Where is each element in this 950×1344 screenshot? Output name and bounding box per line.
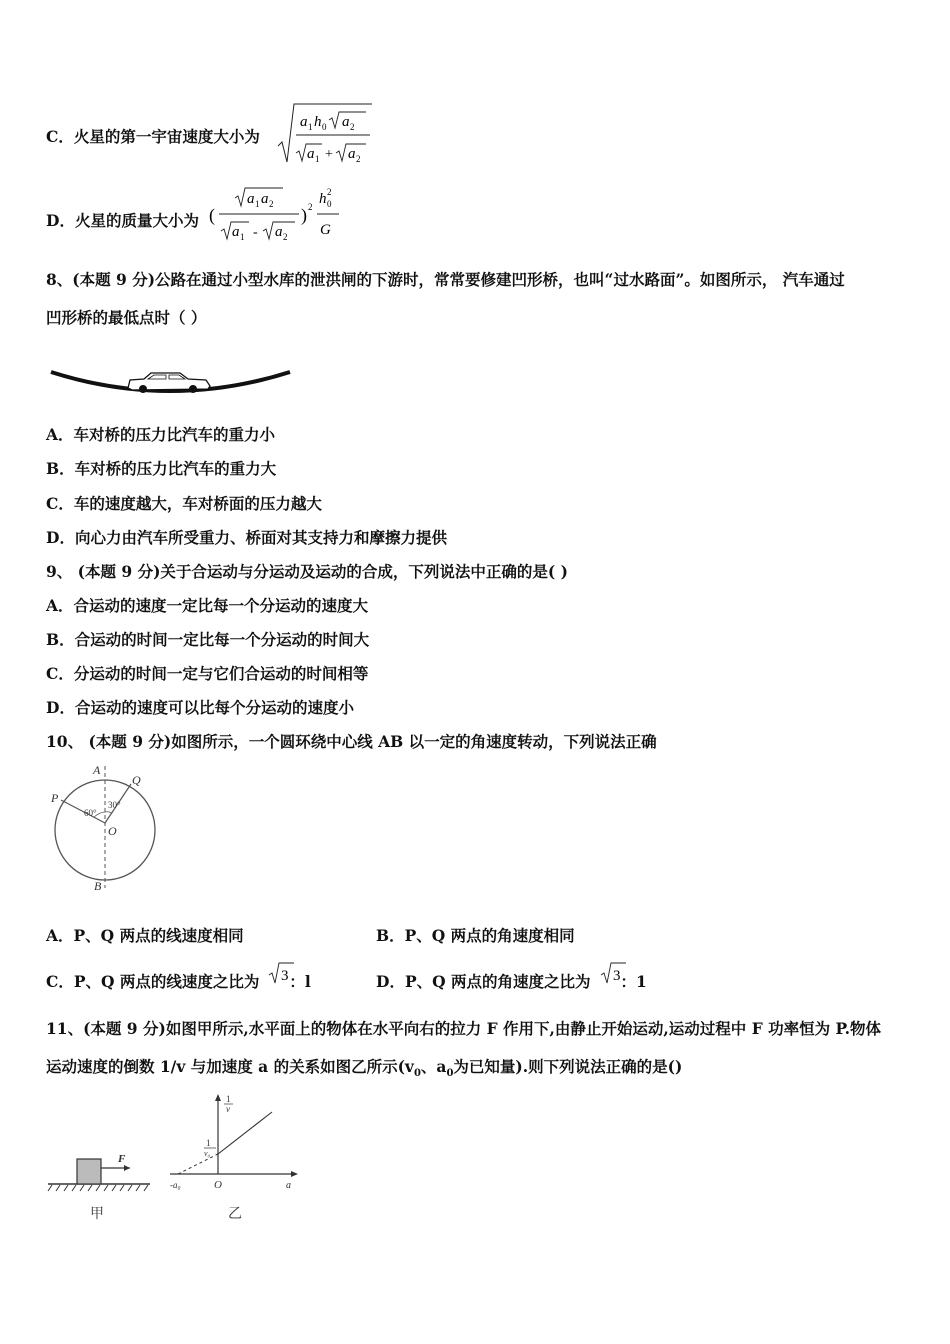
q8-option-d: D．向心力由汽车所受重力、桥面对其支持力和摩擦力提供 bbox=[46, 528, 447, 547]
q8-option-b: B．车对桥的压力比汽车的重力大 bbox=[46, 459, 277, 478]
q9-option-a: A．合运动的速度一定比每一个分运动的速度大 bbox=[46, 596, 369, 615]
svg-text:F: F bbox=[118, 1153, 126, 1165]
svg-text:1: 1 bbox=[315, 154, 320, 164]
svg-text:O: O bbox=[214, 1179, 222, 1191]
q11-stem-line1: 11、(本题 9 分)如图甲所示,水平面上的物体在水平向右的拉力 F 作用下,由静止开始运动,运动过程中 F 功率恒为 P.物体 bbox=[46, 1019, 881, 1038]
svg-text:a: a bbox=[307, 146, 315, 162]
q10-ring-diagram bbox=[42, 760, 172, 896]
svg-text:): ) bbox=[301, 205, 307, 225]
svg-text:a: a bbox=[261, 191, 269, 207]
svg-text:v₀: v₀ bbox=[204, 1149, 211, 1158]
q10-option-c-sqrt3 bbox=[268, 960, 296, 986]
svg-text:3: 3 bbox=[613, 968, 621, 984]
svg-text:1: 1 bbox=[240, 232, 245, 242]
q11-figure-yi bbox=[168, 1092, 308, 1224]
q9-option-d: D．合运动的速度可以比每个分运动的速度小 bbox=[46, 698, 354, 717]
q7-option-c-formula bbox=[276, 100, 376, 166]
svg-text:2: 2 bbox=[308, 202, 313, 212]
svg-text:+: + bbox=[325, 147, 333, 162]
svg-text:乙: 乙 bbox=[228, 1207, 242, 1222]
q9-stem: 9、 (本题 9 分)关于合运动与分运动及运动的合成，下列说法中正确的是( ) bbox=[46, 562, 568, 581]
q10-stem: 10、 (本题 9 分)如图所示，一个圆环绕中心线 AB 以一定的角速度转动，下列说法正确 bbox=[46, 732, 657, 751]
svg-text:Q: Q bbox=[132, 773, 141, 787]
svg-text:-a₀: -a₀ bbox=[170, 1180, 181, 1190]
svg-text:1: 1 bbox=[308, 122, 313, 132]
q10-option-a: A．P、Q 两点的线速度相同 bbox=[46, 926, 244, 945]
svg-text:1: 1 bbox=[255, 199, 260, 209]
svg-text:a: a bbox=[300, 114, 308, 130]
svg-text:1: 1 bbox=[206, 1138, 211, 1148]
svg-text:v: v bbox=[226, 1104, 230, 1114]
block bbox=[77, 1159, 101, 1184]
svg-text:2: 2 bbox=[283, 232, 288, 242]
svg-text:2: 2 bbox=[350, 122, 355, 132]
q10-option-d: D．P、Q 两点的角速度之比为 ：1 bbox=[376, 972, 647, 991]
q9-option-b: B．合运动的时间一定比每一个分运动的时间大 bbox=[46, 630, 370, 649]
svg-text:2: 2 bbox=[356, 154, 361, 164]
svg-text:2: 2 bbox=[327, 187, 332, 197]
q7-option-d-formula bbox=[207, 184, 347, 248]
svg-text:2: 2 bbox=[269, 199, 274, 209]
svg-text:B: B bbox=[94, 879, 102, 893]
svg-text:(: ( bbox=[209, 205, 215, 225]
svg-text:a: a bbox=[348, 146, 356, 162]
q8-option-c: C．车的速度越大，车对桥面的压力越大 bbox=[46, 494, 322, 513]
svg-text:30°: 30° bbox=[108, 800, 121, 810]
svg-text:3: 3 bbox=[281, 968, 289, 984]
svg-text:G: G bbox=[320, 222, 331, 238]
svg-text:1: 1 bbox=[226, 1094, 231, 1104]
svg-text:h: h bbox=[319, 191, 327, 207]
svg-text:A: A bbox=[93, 763, 101, 777]
svg-text:a: a bbox=[247, 191, 255, 207]
svg-text:P: P bbox=[51, 791, 59, 805]
q7-option-d: D．火星的质量大小为 bbox=[46, 211, 199, 230]
q11-stem-line2: 运动速度的倒数 1/v 与加速度 a 的关系如图乙所示($v_0$、$a_0$为已知量).则下列说法正确的是() bbox=[46, 1057, 683, 1080]
svg-text:a: a bbox=[342, 114, 350, 130]
svg-text:O: O bbox=[108, 824, 117, 838]
q10-option-b: B．P、Q 两点的角速度相同 bbox=[376, 926, 575, 945]
q11-figure-jia bbox=[46, 1148, 156, 1222]
q9-option-c: C．分运动的时间一定与它们合运动的时间相等 bbox=[46, 664, 369, 683]
svg-text:60°: 60° bbox=[84, 808, 97, 818]
q8-concave-bridge-figure bbox=[48, 360, 294, 400]
svg-text:甲: 甲 bbox=[90, 1207, 104, 1222]
q8-stem-line1: 8、(本题 9 分)公路在通过小型水库的泄洪闸的下游时，常常要修建凹形桥，也叫“过水路面”。如图所示， 汽车通过 bbox=[46, 270, 845, 289]
svg-text:a: a bbox=[232, 224, 240, 240]
svg-text:a: a bbox=[286, 1180, 291, 1191]
svg-text:h: h bbox=[314, 114, 322, 130]
svg-text:a: a bbox=[275, 224, 283, 240]
q10-option-d-sqrt3 bbox=[600, 960, 628, 986]
q7-option-c: C．火星的第一宇宙速度大小为 bbox=[46, 127, 260, 146]
q8-stem-line2: 凹形桥的最低点时（ ） bbox=[46, 308, 207, 327]
svg-text:0: 0 bbox=[327, 199, 332, 209]
q10-option-c: C．P、Q 两点的线速度之比为 ：l bbox=[46, 972, 311, 991]
svg-text:0: 0 bbox=[322, 122, 327, 132]
q8-option-a: A．车对桥的压力比汽车的重力小 bbox=[46, 425, 276, 444]
svg-text:-: - bbox=[253, 225, 258, 240]
